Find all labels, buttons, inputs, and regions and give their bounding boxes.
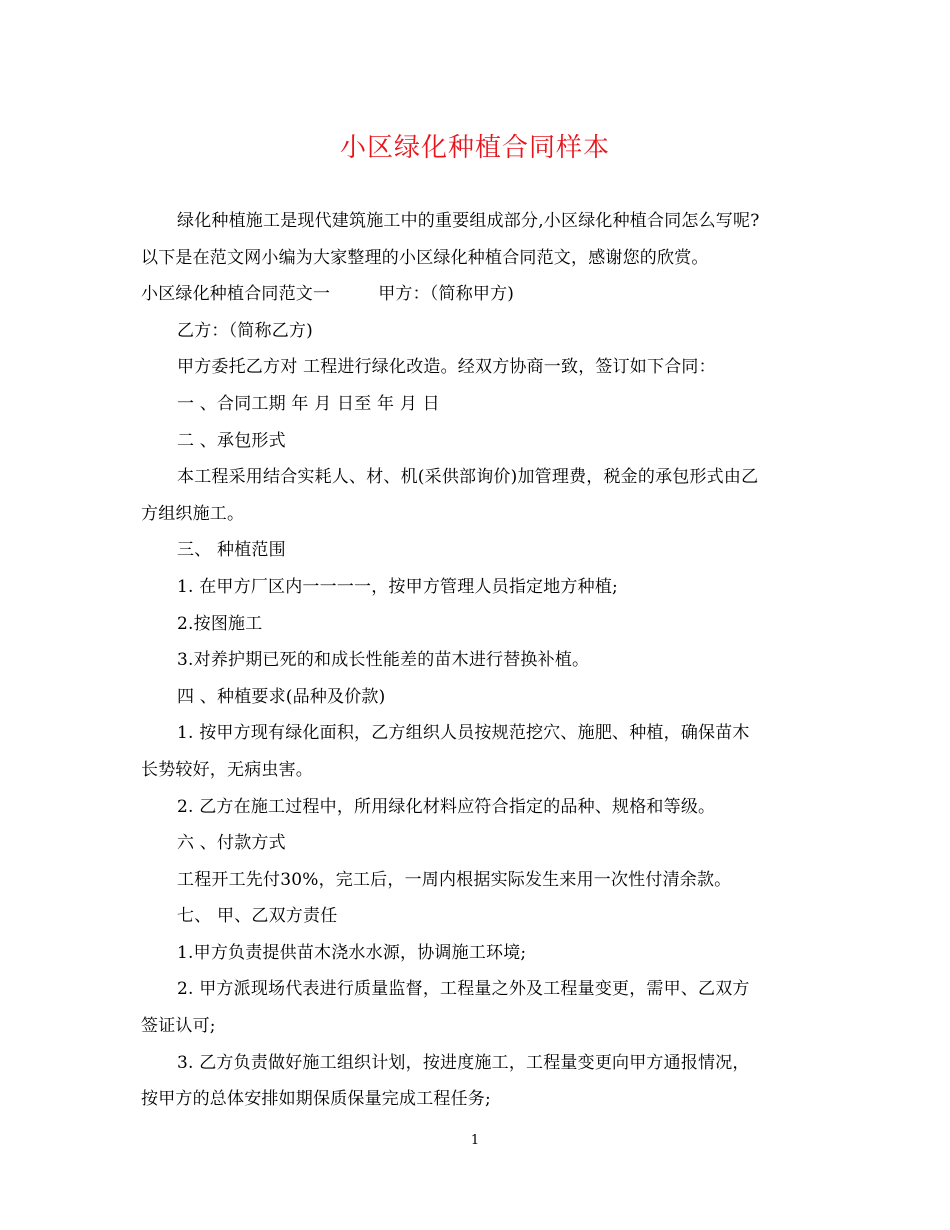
party-b: 乙方：（简称乙方) xyxy=(177,320,313,341)
document-title: 小区绿化种植合同样本 xyxy=(339,133,610,163)
section-2-body-line-1: 本工程采用结合实耗人、材、机(采供部询价)加管理费，税金的承包形式由乙 xyxy=(177,467,759,488)
section-7-item-1: 1.甲方负责提供苗木浇水水源，协调施工环境; xyxy=(177,942,527,963)
section-2-body-line-2: 方组织施工。 xyxy=(141,503,245,524)
section-7-item-2-line-1: 2. 甲方派现场代表进行质量监督，工程量之外及工程量变更，需甲、乙双方 xyxy=(177,979,750,1000)
page-number: 1 xyxy=(470,1133,480,1148)
section-4-item-1-line-2: 长势较好，无病虫害。 xyxy=(141,759,313,780)
section-3-heading: 三、 种植范围 xyxy=(177,540,286,561)
section-3-item: 3.对养护期已死的和成长性能差的苗木进行替换补植。 xyxy=(177,650,590,671)
section-6-body: 工程开工先付30%，完工后，一周内根据实际发生来用一次性付清余款。 xyxy=(177,869,732,890)
section-4-heading: 四 、种植要求(品种及价款) xyxy=(177,686,386,707)
sample-heading-line xyxy=(141,276,821,313)
section-1-heading: 一 、合同工期 年 月 日至 年 月 日 xyxy=(177,393,440,414)
sample-label: 小区绿化种植合同范文一 xyxy=(141,284,331,305)
section-2-heading: 二 、承包形式 xyxy=(177,430,286,451)
intro-line-1: 绿化种植施工是现代建筑施工中的重要组成部分,小区绿化种植合同怎么写呢? xyxy=(177,211,760,231)
document-body xyxy=(141,203,821,1118)
section-3-item: 1. 在甲方厂区内一一一一，按甲方管理人员指定地方种植; xyxy=(177,576,618,597)
section-6-heading: 六 、付款方式 xyxy=(177,833,286,854)
party-a: 甲方：（简称甲方) xyxy=(378,284,515,305)
section-7-item-3-line-1: 3. 乙方负责做好施工组织计划，按进度施工，工程量变更向甲方通报情况， xyxy=(177,1052,750,1073)
entrust-clause: 甲方委托乙方对 工程进行绿化改造。经双方协商一致，签订如下合同： xyxy=(177,357,716,378)
section-7-item-2-line-2: 签证认可; xyxy=(141,1016,216,1037)
section-7-heading: 七、 甲、乙双方责任 xyxy=(177,906,338,927)
section-4-item-1-line-1: 1. 按甲方现有绿化面积，乙方组织人员按规范挖穴、施肥、种植，确保苗木 xyxy=(177,723,750,744)
section-3-item: 2.按图施工 xyxy=(177,613,263,634)
section-4-item-2: 2. 乙方在施工过程中，所用绿化材料应符合指定的品种、规格和等级。 xyxy=(177,796,716,817)
intro-line-2: 以下是在范文网小编为大家整理的小区绿化种植合同范文，感谢您的欣赏。 xyxy=(141,247,709,268)
section-7-item-3-line-2: 按甲方的总体安排如期保质保量完成工程任务; xyxy=(141,1089,491,1110)
